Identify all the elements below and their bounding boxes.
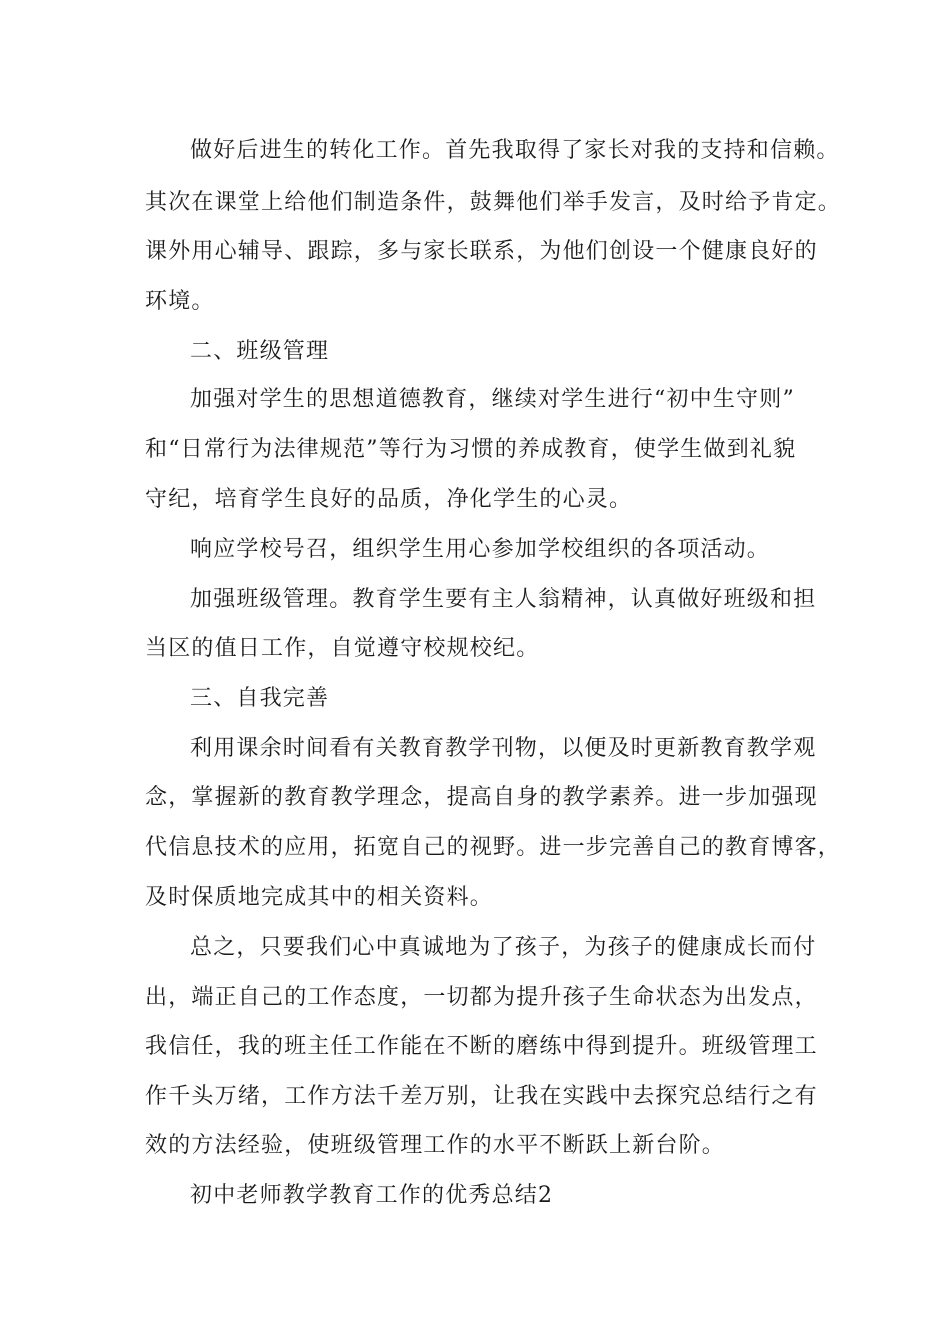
paragraph-line: 利用课余时间看有关教育教学刊物，以便及时更新教育教学观 — [190, 736, 817, 761]
section-heading: 二、班级管理 — [190, 339, 330, 364]
paragraph-line: 环境。 — [145, 289, 215, 314]
paragraph-line: 和“日常行为法律规范”等行为习惯的养成教育，使学生做到礼貌 — [145, 437, 797, 462]
paragraph-line: 作千头万绪，工作方法千差万别，让我在实践中去探究总结行之有 — [145, 1084, 818, 1109]
paragraph-line: 课外用心辅导、跟踪，多与家长联系，为他们创设一个健康良好的 — [145, 239, 818, 264]
paragraph-line: 及时保质地完成其中的相关资料。 — [145, 885, 494, 910]
paragraph-line: 响应学校号召，组织学生用心参加学校组织的各项活动。 — [190, 537, 771, 562]
paragraph-line: 做好后进生的转化工作。首先我取得了家长对我的支持和信赖。 — [190, 138, 840, 163]
section-heading: 三、自我完善 — [190, 686, 330, 711]
paragraph-line: 当区的值日工作，自觉遵守校规校纪。 — [145, 636, 540, 661]
paragraph-line: 出，端正自己的工作态度，一切都为提升孩子生命状态为出发点， — [145, 985, 818, 1010]
paragraph-line: 总之，只要我们心中真诚地为了孩子，为孩子的健康成长而付 — [190, 935, 817, 960]
paragraph-line: 效的方法经验，使班级管理工作的水平不断跃上新台阶。 — [145, 1133, 726, 1158]
paragraph-line: 念，掌握新的教育教学理念，提高自身的教学素养。进一步加强现 — [145, 785, 818, 810]
paragraph-line: 守纪，培育学生良好的品质，净化学生的心灵。 — [145, 487, 633, 512]
paragraph-line: 我信任，我的班主任工作能在不断的磨练中得到提升。班级管理工 — [145, 1034, 818, 1059]
paragraph-line: 代信息技术的应用，拓宽自己的视野。进一步完善自己的教育博客， — [145, 835, 842, 860]
document-subtitle: 初中老师教学教育工作的优秀总结2 — [190, 1183, 554, 1208]
paragraph-line: 加强班级管理。教育学生要有主人翁精神，认真做好班级和担 — [190, 587, 817, 612]
paragraph-line: 其次在课堂上给他们制造条件，鼓舞他们举手发言，及时给予肯定。 — [145, 190, 842, 215]
paragraph-line: 加强对学生的思想道德教育，继续对学生进行“初中生守则” — [190, 387, 795, 412]
